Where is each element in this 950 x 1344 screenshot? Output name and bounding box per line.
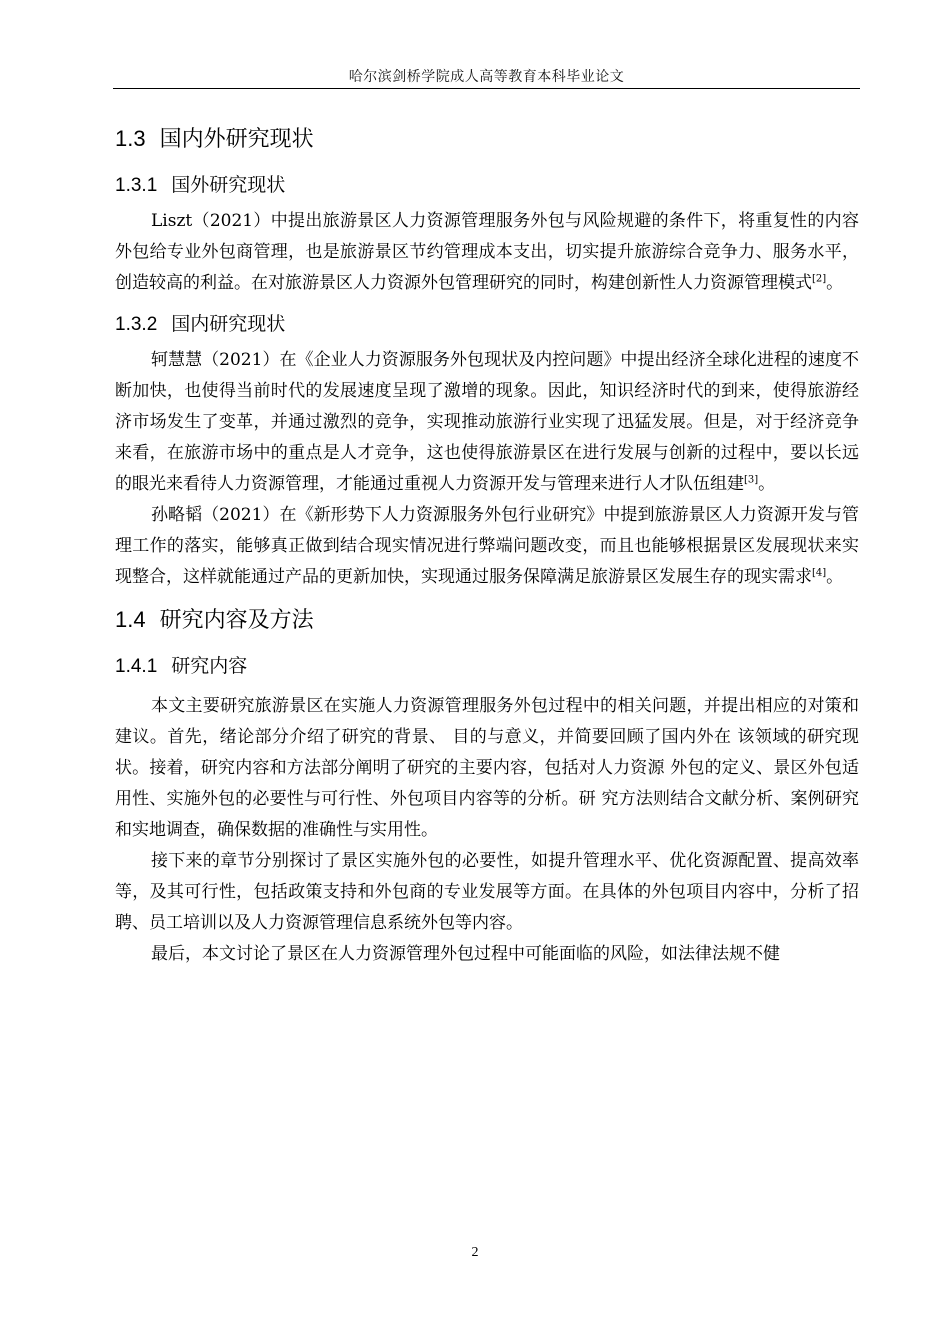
page-number: 2 (471, 1245, 479, 1260)
paragraph: 最后，本文讨论了景区在人力资源管理外包过程中可能面临的风险，如法律法规不健 (151, 944, 780, 964)
section-title: 国内研究现状 (171, 313, 286, 335)
section-number: 1.3.2 (115, 314, 158, 335)
section-number: 1.3.1 (115, 175, 158, 196)
section-number: 1.3 (115, 126, 146, 151)
section-heading-1-3-1 (115, 164, 859, 206)
citation: [4] (812, 567, 827, 579)
paragraph-end: 。 (826, 567, 844, 587)
paragraph (115, 345, 859, 500)
paragraph: 本文主要研究旅游景区在实施人力资源管理服务外包过程中的相关问题，并提出相应的对策和建议。首先，绪论部分介绍了研究的背景、 目的与意义，并简要回顾了国内外在 该领域的研究现状。接着，研究内容和方法部分阐明了研究的主要内容，包括对人力资源 外包的定义、景区外包适用性、实施外包的必要性与可行性、外包项目内容等的分析。研 究方法则结合文献分析、案例研究和实地调查，确保数据的准确性与实用性。 (115, 696, 859, 840)
section-title: 研究内容及方法 (159, 608, 314, 633)
section-heading-1-3 (115, 118, 859, 160)
paragraph: 接下来的章节分别探讨了景区实施外包的必要性，如提升管理水平、优化资源配置、提高效率等，及其可行性，包括政策支持和外包商的专业发展等方面。在具体的外包项目内容中，分析了招聘、员工培训以及人力资源管理信息系统外包等内容。 (115, 851, 859, 933)
paragraph-end: 。 (826, 273, 844, 293)
section-title: 研究内容 (171, 655, 248, 677)
citation: [3] (744, 474, 759, 486)
section-title: 国外研究现状 (171, 174, 286, 196)
paragraph-text: 孙略韬（2021）在《新形势下人力资源服务外包行业研究》中提到旅游景区人力资源开发与管理工作的落实，能够真正做到结合现实情况进行弊端问题改变，而且也能够根据景区发展现状来实现整合，这样就能通过产品的更新加快，实现通过服务保障满足旅游景区发展生存的现实需求 (115, 505, 859, 587)
section-heading-1-4 (115, 599, 859, 641)
section-heading-1-4-1 (115, 645, 859, 687)
paragraph (115, 206, 859, 299)
section-number: 1.4 (115, 607, 146, 632)
document-body (115, 118, 859, 970)
paragraph-end: 。 (758, 474, 776, 494)
paragraph-text: Liszt（2021）中提出旅游景区人力资源管理服务外包与风险规避的条件下，将重复性的内容外包给专业外包商管理，也是旅游景区节约管理成本支出，切实提升旅游综合竞争力、服务水平，创造较高的利益。在对旅游景区人力资源外包管理研究的同时，构建创新性人力资源管理模式 (115, 211, 859, 293)
page-header: 哈尔滨剑桥学院成人高等教育本科毕业论文 (348, 69, 625, 85)
section-title: 国内外研究现状 (159, 127, 314, 152)
paragraph-text: 轲慧慧（2021）在《企业人力资源服务外包现状及内控问题》中提出经济全球化进程的速度不断加快，也使得当前时代的发展速度呈现了激增的现象。因此，知识经济时代的到来，使得旅游经济市场发生了变革，并通过激烈的竞争，实现推动旅游行业实现了迅猛发展。但是，对于经济竞争来看，在旅游市场中的重点是人才竞争，这也使得旅游景区在进行发展与创新的过程中，要以长远的眼光来看待人力资源管理，才能通过重视人力资源开发与管理来进行人才队伍组建 (115, 350, 859, 494)
section-number: 1.4.1 (115, 656, 158, 677)
paragraph (115, 500, 859, 593)
section-heading-1-3-2 (115, 303, 859, 345)
header-divider (113, 88, 860, 89)
citation: [2] (812, 273, 827, 285)
